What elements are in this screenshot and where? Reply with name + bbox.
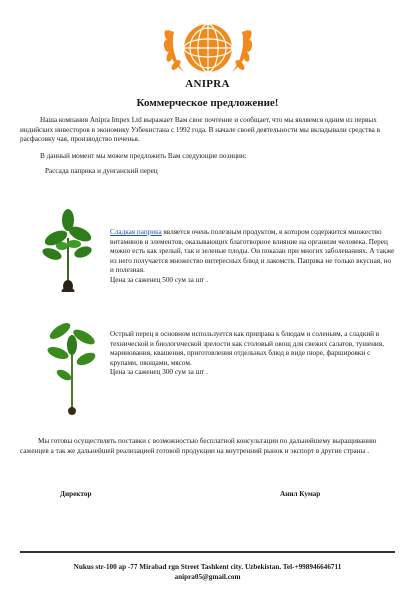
intro-paragraph: Наша компания Anipra Impex Ltd выражает Вам свое почтение и сообщает, что мы являемся одним из первых индийских инвесторов в экономику Узбекистана с 1992 года. В начале своей деятельности мы вкладывали средства в расфасовку чая, производство печенья.: [20, 116, 381, 144]
footer-address: Nukus str-100 ap -77 Mirabad rgn Street Tashkent city. Uzbekistan. Tel-+998946646711: [73, 563, 342, 571]
signatory-name: Анил Кумар: [280, 490, 321, 498]
subject-line: Рассада паприка и дунганский перец: [45, 167, 158, 175]
product1-link[interactable]: Сладкая паприка: [110, 228, 162, 236]
footer-email[interactable]: anipra05@gmail.com: [174, 572, 241, 581]
paprika-seedling-image: [38, 208, 98, 293]
product1-text: является очень полезным продуктом, в котором содержится множество витаминов и элементов, оказывающих благотворное влияние на организм человека. Перец можно есть как зрелый, так и зеленые плоды. Он показан при многих заболеваниях. А также из него получается множество интересных блюд и лакомств. Паприка не только вкусная, но и полезная.: [110, 228, 395, 275]
company-logo: [162, 20, 254, 76]
offer-line: В данный момент мы можем предложить Вам следующие позиции:: [40, 152, 247, 160]
product2-text: Острый перец в основном используется как приправа к блюдам и соленьям, а сладкий в технической и биологической зрелости как столовый овощ для свежих салатов, тушения, маринования, квашения, приготовления отдельных блюд в виде пюре, фаршировки с крупами, овощами, мясом.: [110, 330, 384, 367]
closing-paragraph: Мы готовы осуществлять поставки с возможностью бесплатной консультации по дальнейшему выращиванию саженцев а так же дальнейшей реализацией готовой продукции на внутренний рынок и экспорт в другие страны .: [20, 437, 377, 455]
product2-description: [110, 330, 395, 378]
footer: [0, 563, 415, 582]
document-title: Коммерческое предложение!: [136, 97, 279, 109]
hot-pepper-seedling-image: [44, 313, 100, 418]
director-label: Директор: [60, 490, 92, 498]
product2-price: Цена за саженец 300 сум за шт .: [110, 368, 208, 377]
company-name: ANIPRA: [185, 78, 230, 90]
product1-price: Цена за саженец 500 сум за шт .: [110, 275, 208, 284]
product1-description: [110, 228, 395, 286]
footer-divider: [20, 551, 395, 553]
